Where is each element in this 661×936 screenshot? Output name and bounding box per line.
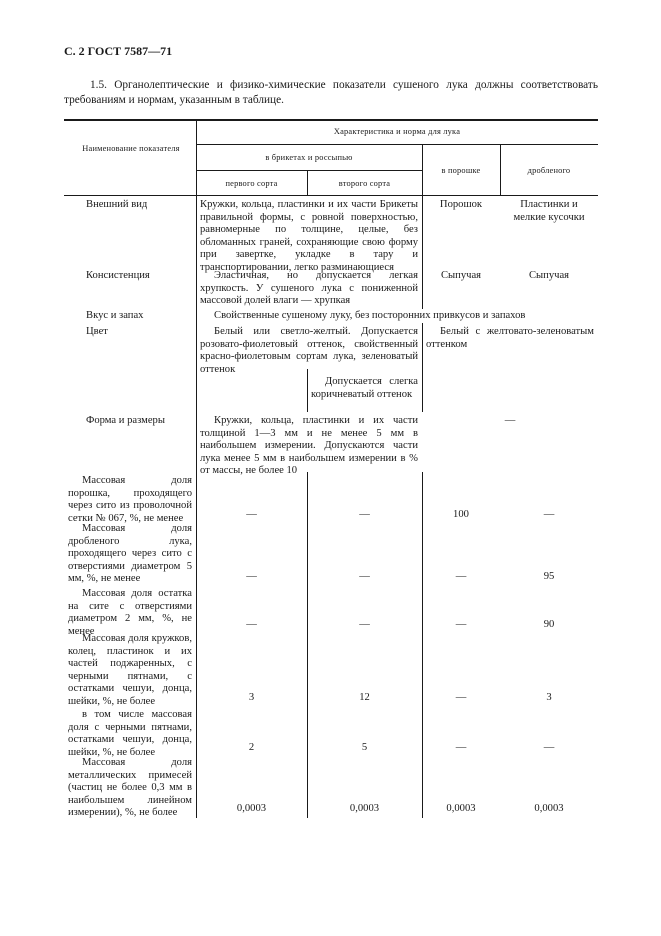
row-metal-crushed: 0,0003 — [534, 803, 564, 814]
row-residue-share-first: — — [246, 619, 257, 630]
row-appearance-briquettes: Кружки, кольца, пластинки и их части Брикеты правильной формы, с ровной поверхностью, равномерные по толщине, целые, без обломанных граней, сохраняющие свою форму при завертке, укладке в тару и транспортировании, легко разминающиеся — [200, 199, 418, 273]
row-crushed-share-name: Массовая доля дробленого лука, проходящего через сито с отверстиями диаметром 5 мм, %, не менее — [68, 523, 192, 585]
row-crushed-share-powder: — — [455, 571, 467, 582]
row-powder-share-second: — — [359, 509, 370, 520]
row-shape-name: Форма и размеры — [86, 415, 165, 426]
row-residue-share-powder: — — [455, 619, 467, 630]
row-black-spots-powder: — — [455, 742, 467, 753]
row-residue-share-name: Массовая доля остатка на сите с отверстиями диаметром 2 мм, %, не менее — [68, 588, 192, 637]
row-burnt-share-name: Массовая доля кружков, колец, пластинок и их частей поджаренных, с черными пятнами, с остатками чешуи, донца, шейки, %, не более — [68, 633, 192, 707]
row-metal-first: 0,0003 — [236, 803, 267, 814]
row-black-spots-crushed: — — [543, 742, 555, 753]
page-header: С. 2 ГОСТ 7587—71 — [64, 44, 173, 58]
row-color-name: Цвет — [86, 326, 108, 337]
row-burnt-share-second: 12 — [359, 692, 370, 703]
row-powder-share-crushed: — — [543, 509, 555, 520]
header-second-grade: второго сорта — [338, 179, 391, 188]
row-appearance-powder: Порошок — [439, 199, 483, 210]
row-crushed-share-second: — — [359, 571, 370, 582]
row-taste-name: Вкус и запах — [86, 310, 144, 321]
intro-paragraph: 1.5. Органолептические и физико-химические показатели сушеного лука должны соответствовать требованиям и нормам, указанным в таблице. — [64, 79, 598, 106]
row-black-spots-first: 2 — [248, 742, 255, 753]
row-powder-share-powder: 100 — [453, 509, 469, 520]
header-characteristic: Характеристика и норма для лука — [333, 127, 461, 136]
row-shape-briquettes: Кружки, кольца, пластинки и их части толщиной 1—3 мм и не менее 5 мм в наибольшем измерении. Допускаются части лука менее 5 мм в наибольшем измерении в % от массы, не более 10 — [200, 415, 418, 477]
row-powder-share-name: Массовая доля порошка, проходящего через сито из проволочной сетки № 067, %, не менее — [68, 475, 192, 524]
header-powder: в порошке — [441, 166, 481, 175]
row-consistency-briquettes: Эластичная, но допускается легкая хрупкость. У сушеного лука с пониженной массовой долей влаги — хрупкая — [200, 270, 418, 307]
row-consistency-name: Консистенция — [86, 270, 150, 281]
row-consistency-crushed: Сыпучая — [528, 270, 570, 281]
row-color-briquettes: Белый или светло-желтый. Допускается розовато-фиолетовый оттенок, свойственный красно-фиолетовым сортам лука, зеленоватый оттенок — [200, 326, 418, 375]
header-briquettes: в брикетах и россыпью — [265, 153, 353, 162]
row-appearance-name: Внешний вид — [86, 199, 148, 210]
row-residue-share-second: — — [359, 619, 370, 630]
row-color-second-note: Допускается слегка коричневатый оттенок — [311, 376, 418, 400]
row-burnt-share-crushed: 3 — [546, 692, 552, 703]
row-color-powder-crushed: Белый с желтовато-зеленоватым оттенком — [426, 326, 594, 350]
row-metal-second: 0,0003 — [349, 803, 380, 814]
row-burnt-share-first: 3 — [248, 692, 255, 703]
row-residue-share-crushed: 90 — [543, 619, 555, 630]
row-burnt-share-powder: — — [455, 692, 467, 703]
row-crushed-share-first: — — [246, 571, 257, 582]
header-crushed: дробленого — [527, 166, 571, 175]
row-crushed-share-crushed: 95 — [543, 571, 555, 582]
row-metal-name: Массовая доля металлических примесей (частиц не более 0,3 мм в наибольшем линейном измерении), %, не более — [68, 757, 192, 819]
row-black-spots-name: в том числе массовая доля с черными пятнами, остатками чешуи, донца, шейки, %, не более — [68, 709, 192, 758]
header-indicator: Наименование показателя — [82, 144, 180, 153]
row-appearance-crushed: Пластинки и мелкие кусочки — [513, 199, 585, 223]
row-metal-powder: 0,0003 — [446, 803, 476, 814]
row-taste-all: Свойственные сушеному луку, без посторонних привкусов и запахов — [214, 310, 526, 321]
row-black-spots-second: 5 — [361, 742, 368, 753]
row-shape-powder-crushed: — — [504, 415, 516, 426]
row-powder-share-first: — — [246, 509, 257, 520]
row-consistency-powder: Сыпучая — [440, 270, 482, 281]
header-first-grade: первого сорта — [225, 179, 278, 188]
